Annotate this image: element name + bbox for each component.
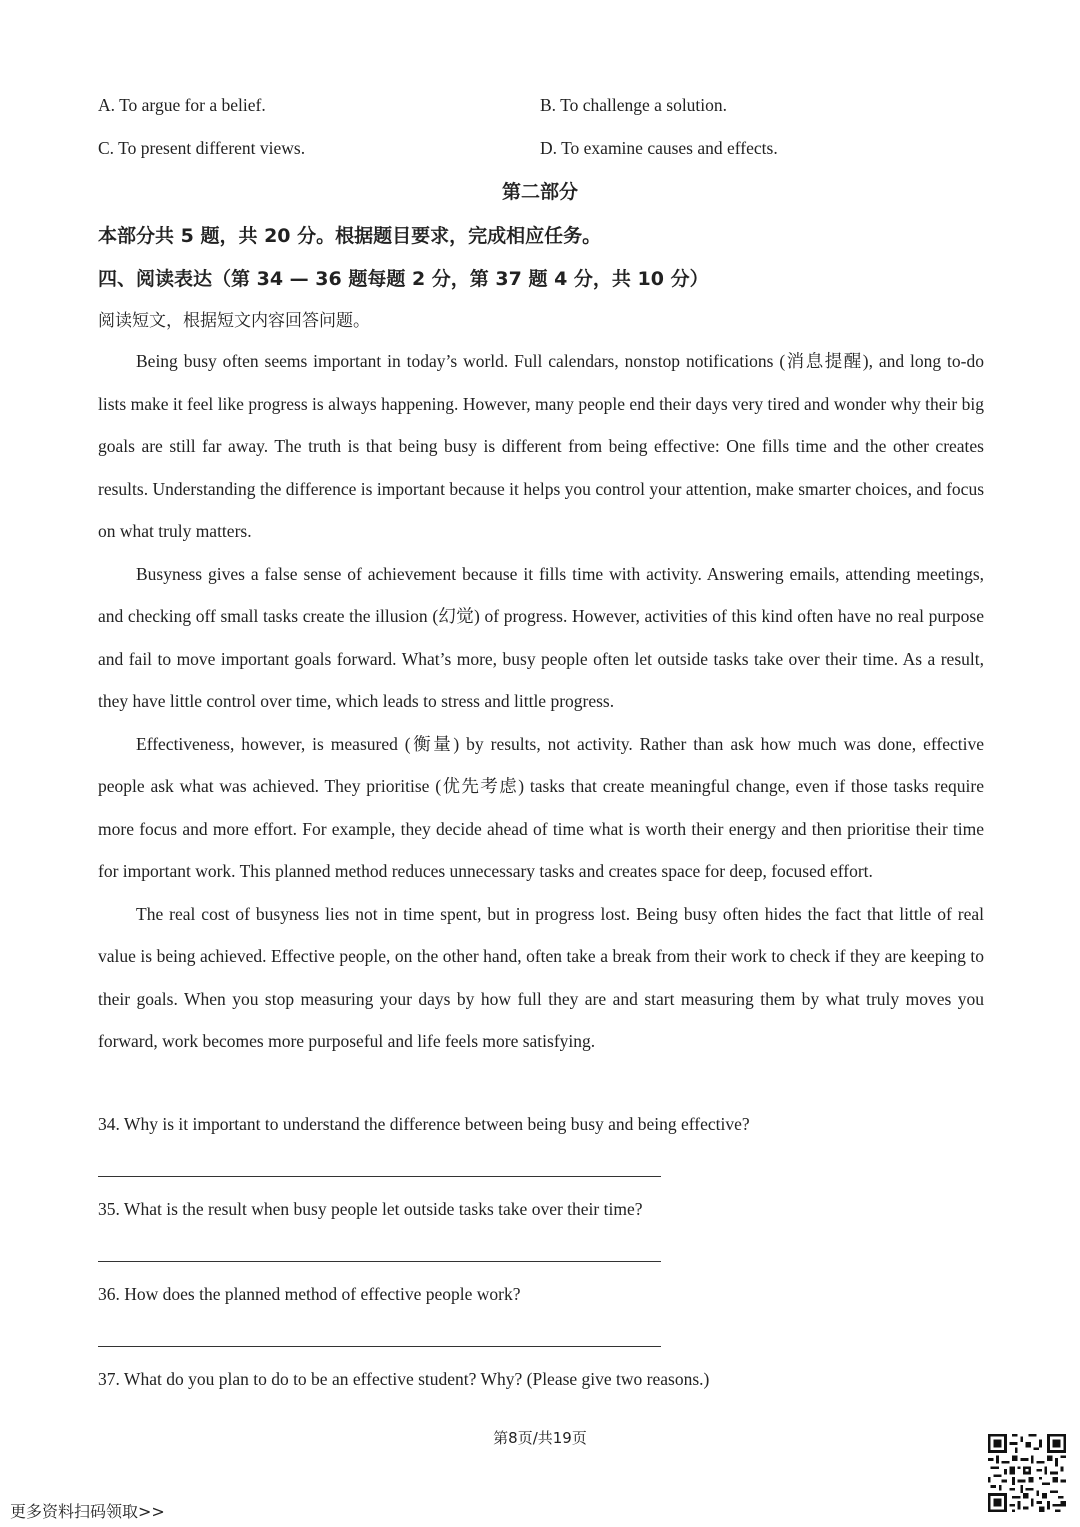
answer-line-34[interactable] [98,1176,661,1177]
answer-line-35[interactable] [98,1261,661,1262]
reading-passage [98,340,984,1063]
passage-paragraph-1: Being busy often seems important in today’s world. Full calendars, nonstop notifications (消息提醒), and long to-do lists make it feel like progress is always happening. However, many people end their days very tired and wonder why their big goals are still far away. The truth is that being busy is different from being effective: One fills time and the other creates results. Understanding the difference is important because it helps you control your attention, make smarter choices, and focus on what truly matters. [98,351,984,541]
option-d: D. To examine causes and effects. [540,138,778,158]
passage-paragraph-3: Effectiveness, however, is measured (衡量) by results, not activity. Rather than ask how much was done, effective people ask what was achieved. They prioritise (优先考虑) tasks that create meaningful change, even if those tasks require more focus and more effort. For example, they decide ahead of time what is worth their energy and then prioritise their time for important work. This planned method reduces unnecessary tasks and creates space for deep, focused effort. [98,733,984,881]
section-title: 第二部分 [501,181,578,203]
passage-paragraph-4: The real cost of busyness lies not in time spent, but in progress lost. Being busy often hides the fact that little of real value is being achieved. Effective people, on the other hand, often take a break from their work to check if they are keeping to their goals. When you stop measuring your days by how full they are and start measuring them by what truly moves you forward, work becomes more purposeful and life feels more satisfying. [98,903,984,1051]
question-37: 37. What do you plan to do to be an effective student? Why? (Please give two reasons.) [98,1369,710,1389]
passage-paragraph-2: Busyness gives a false sense of achievement because it fills time with activity. Answering emails, attending meetings, and checking off small tasks create the illusion (幻觉) of progress. However, activities of this kind often have no real purpose and fail to move important goals forward. What’s more, busy people often let outside tasks take over their time. As a result, they have little control over time, which leads to stress and little progress. [98,563,984,711]
question-35: 35. What is the result when busy people let outside tasks take over their time? [98,1199,643,1219]
page-number: 第8页/共19页 [493,1429,587,1447]
reading-instruction: 阅读短文，根据短文内容回答问题。 [98,311,370,331]
option-c: C. To present different views. [98,138,306,158]
question-36: 36. How does the planned method of effective people work? [98,1284,521,1304]
section-heading: 四、阅读表达（第 34 — 36 题每题 2 分，第 37 题 4 分，共 10 分） [98,268,709,290]
section-intro: 本部分共 5 题，共 20 分。根据题目要求，完成相应任务。 [98,225,602,247]
qr-code-icon[interactable] [988,1434,1066,1512]
option-b: B. To challenge a solution. [540,95,728,115]
question-34: 34. Why is it important to understand the difference between being busy and being effective? [98,1114,750,1134]
option-a: A. To argue for a belief. [98,95,266,115]
answer-line-36[interactable] [98,1346,661,1347]
more-resources-link[interactable]: 更多资料扫码领取>> [10,1502,165,1521]
